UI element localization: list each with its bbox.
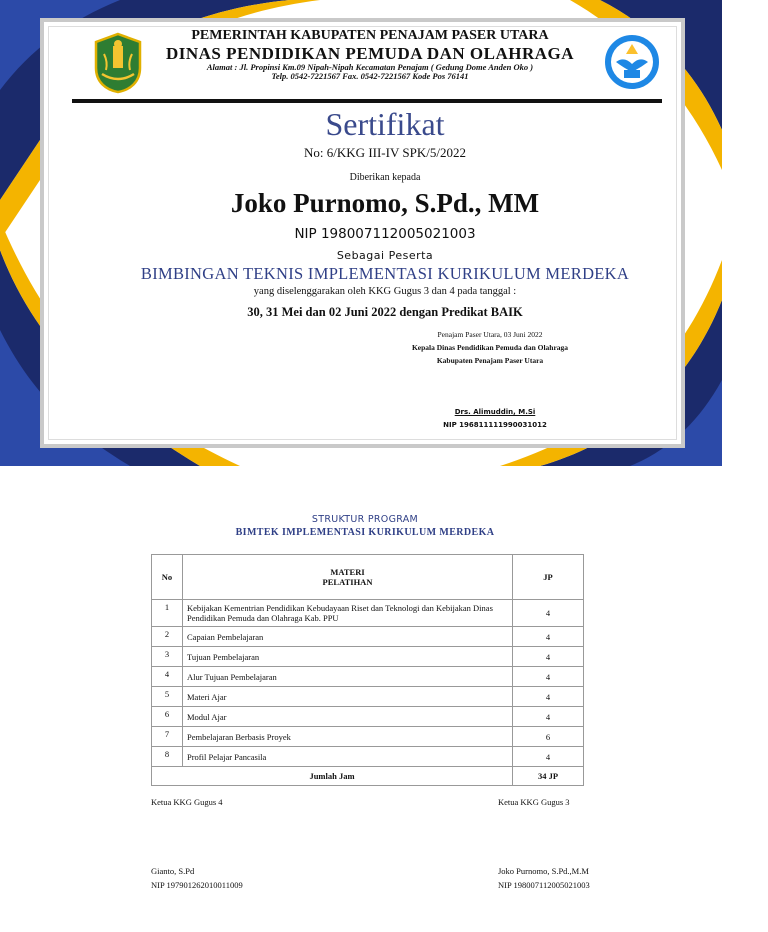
table-header-row [152, 555, 584, 600]
right-signer-role: Ketua KKG Gugus 3 [498, 797, 570, 807]
table-row [152, 627, 584, 647]
row-no: 1 [152, 600, 183, 627]
row-jp: 4 [513, 667, 584, 687]
right-signer-name: Joko Purnomo, S.Pd.,M.M [498, 866, 589, 876]
row-materi: Alur Tujuan Pembelajaran [183, 667, 513, 687]
table-row [152, 747, 584, 767]
recipient-nip: NIP 198007112005021003 [294, 226, 476, 242]
row-materi: Materi Ajar [183, 687, 513, 707]
certificate [0, 0, 722, 466]
table-total-row [152, 767, 584, 786]
row-jp: 4 [513, 600, 584, 627]
row-no: 4 [152, 667, 183, 687]
header-government: PEMERINTAH KABUPATEN PENAJAM PASER UTARA [191, 28, 549, 43]
header-materi-line1: MATERI [330, 567, 365, 577]
header-agency: DINAS PENDIDIKAN PEMUDA DAN OLAHRAGA [165, 44, 575, 63]
tut-wuri-handayani-icon [602, 32, 662, 92]
row-jp: 4 [513, 747, 584, 767]
header-contact: Telp. 0542-7221567 Fax. 0542-7221567 Kode Pos 76141 [271, 71, 469, 81]
total-value: 34 JP [513, 767, 584, 786]
header-address: Alamat : Jl. Propinsi Km.09 Nipah-Nipah Kecamatan Penajam ( Gedung Dome Anden Oko ) [206, 62, 534, 72]
event-title: BIMBINGAN TEKNIS IMPLEMENTASI KURIKULUM MERDEKA [140, 264, 630, 283]
regency-emblem-icon [92, 32, 144, 94]
program-table [151, 554, 584, 786]
row-materi: Capaian Pembelajaran [183, 627, 513, 647]
signer-name: Drs. Alimuddin, M.Si [454, 408, 536, 416]
row-jp: 4 [513, 707, 584, 727]
row-no: 6 [152, 707, 183, 727]
header-no: No [152, 555, 183, 600]
event-dates: 30, 31 Mei dan 02 Juni 2022 dengan Predikat BAIK [247, 305, 523, 319]
row-jp: 6 [513, 727, 584, 747]
left-signer-nip: NIP 197901262010011009 [151, 880, 243, 890]
organizer-text: yang diselenggarakan oleh KKG Gugus 3 dan 4 pada tanggal : [253, 286, 517, 297]
total-label: Jumlah Jam [152, 767, 513, 786]
row-materi: Tujuan Pembelajaran [183, 647, 513, 667]
row-jp: 4 [513, 627, 584, 647]
row-no: 3 [152, 647, 183, 667]
table-row [152, 600, 584, 627]
header-divider [72, 99, 662, 103]
recipient-name: Joko Purnomo, S.Pd., MM [230, 188, 540, 218]
row-no: 5 [152, 687, 183, 707]
row-no: 8 [152, 747, 183, 767]
sign-role-line1: Kepala Dinas Pendidikan Pemuda dan Olahraga [411, 343, 569, 352]
table-row [152, 727, 584, 747]
row-materi: Pembelajaran Berbasis Proyek [183, 727, 513, 747]
participant-label: Sebagai Peserta [336, 249, 434, 262]
row-jp: 4 [513, 647, 584, 667]
left-signer-name: Gianto, S.Pd [151, 866, 195, 876]
row-materi: Profil Pelajar Pancasila [183, 747, 513, 767]
table-row [152, 707, 584, 727]
row-materi: Kebijakan Kementrian Pendidikan Kebudayaan Riset dan Teknologi dan Kebijakan Dinas Pendidikan Pemuda dan Olahraga Kab. PPU [183, 600, 513, 627]
row-no: 2 [152, 627, 183, 647]
header-materi [183, 555, 513, 600]
sign-role-line2: Kabupaten Penajam Paser Utara [436, 356, 544, 365]
row-no: 7 [152, 727, 183, 747]
given-to-label: Diberikan kepada [349, 172, 421, 183]
row-jp: 4 [513, 687, 584, 707]
table-row [152, 687, 584, 707]
header-materi-line2: PELATIHAN [322, 577, 373, 587]
left-signer-role: Ketua KKG Gugus 4 [151, 797, 223, 807]
right-signer-nip: NIP 198007112005021003 [498, 880, 590, 890]
signer-nip: NIP 196811111990031012 [443, 421, 547, 429]
row-materi: Modul Ajar [183, 707, 513, 727]
program-subtitle: BIMTEK IMPLEMENTASI KURIKULUM MERDEKA [235, 527, 495, 538]
program-title: STRUKTUR PROGRAM [311, 514, 419, 525]
table-row [152, 647, 584, 667]
table-row [152, 667, 584, 687]
certificate-title: Sertifikat [325, 106, 445, 142]
certificate-number: No: 6/KKG III-IV SPK/5/2022 [304, 145, 466, 160]
sign-place-date: Penajam Paser Utara, 03 Juni 2022 [437, 330, 543, 339]
header-jp: JP [513, 555, 584, 600]
